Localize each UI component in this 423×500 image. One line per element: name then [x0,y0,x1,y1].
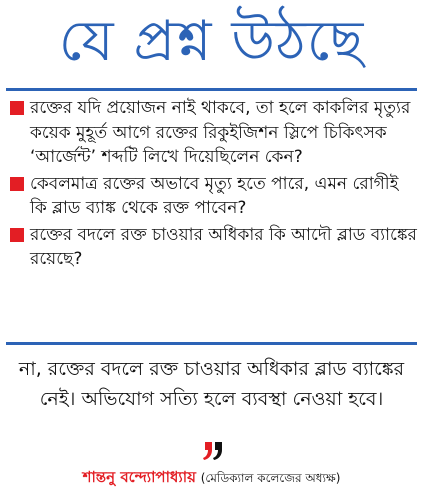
question-item [8,96,417,170]
question-text: রক্তের বদলে রক্ত চাওয়ার অধিকার কি আদৌ ব্লাড ব্যাঙ্কের রয়েছে? [30,224,417,269]
top-divider [6,88,417,91]
red-square-bullet-icon [10,101,24,115]
red-square-bullet-icon [10,228,24,242]
middle-divider [6,342,417,345]
headline [0,2,423,82]
signature [0,466,423,489]
quote-icon [201,440,225,462]
question-item [8,172,417,221]
question-text: রক্তের যদি প্রয়োজন নাই থাকবে, তা হলে কাকলির মৃত্যুর কয়েক মুহূর্ত আগে রক্তের রিকুইজিশন স্লিপে চিকিৎসক ‘আর্জেন্ট’ শব্দটি লিখে দিয়েছিলেন কেন? [30,98,411,167]
questions-list [8,96,417,336]
answer-text: না, রক্তের বদলে রক্ত চাওয়ার অধিকার ব্লাড ব্যাঙ্কের নেই। অভিযোগ সত্যি হলে ব্যবস্থা নেওয়া হবে। [18,358,405,410]
signature-title: (মেডিক্যাল কলেজের অধ্যক্ষ) [200,471,341,485]
signature-name: শান্তনু বন্দ্যোপাধ্যায় [82,468,196,486]
question-item [8,223,417,272]
headline-text: যে প্রশ্ন উঠছে [58,9,365,74]
red-square-bullet-icon [10,177,24,191]
question-text: কেবলমাত্র রক্তের অভাবে মৃত্যু হতে পারে, এমন রোগীই কি ব্লাড ব্যাঙ্ক থেকে রক্ত পাবেন? [30,173,399,218]
